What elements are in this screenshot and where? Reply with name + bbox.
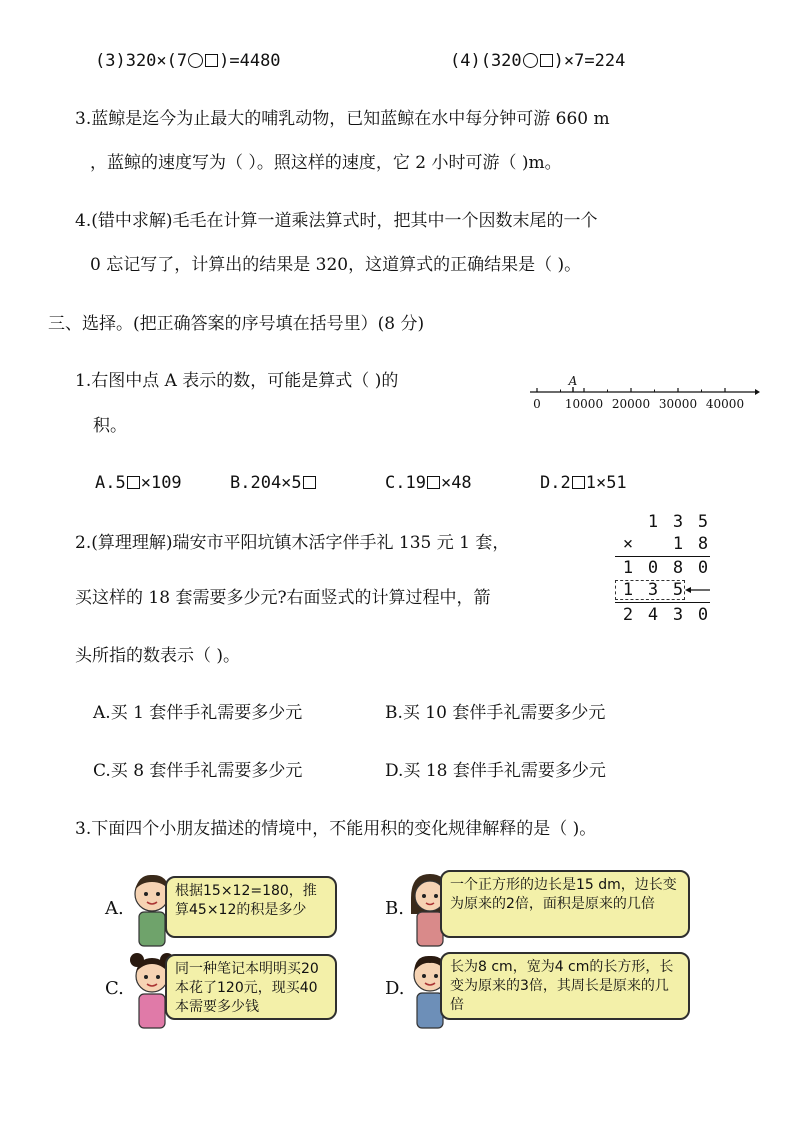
digit: 1 bbox=[622, 558, 634, 578]
card-label: C. bbox=[105, 978, 124, 999]
digit: 0 bbox=[697, 605, 709, 625]
s3-q1-line1: 1.右图中点 A 表示的数，可能是算式（ )的 bbox=[75, 371, 399, 391]
blank-box-icon bbox=[127, 476, 140, 489]
divider-line bbox=[615, 602, 710, 603]
s3-q2-line1: 2.(算理理解)瑞安市平阳坑镇木活字伴手礼 135 元 1 套， bbox=[75, 533, 510, 553]
number-line bbox=[525, 372, 760, 414]
question-3-line1: 3.蓝鲸是迄今为止最大的哺乳动物，已知蓝鲸在水中每分钟可游 660 m bbox=[75, 109, 610, 129]
s3-q1-line2: 积。 bbox=[93, 416, 127, 436]
speech-bubble: 根据15×12=180，推算45×12的积是多少 bbox=[165, 876, 337, 938]
question-4-line1: 4.(错中求解)毛毛在计算一道乘法算式时，把其中一个因数末尾的一个 bbox=[75, 211, 598, 231]
digit: 3 bbox=[672, 605, 684, 625]
speech-bubble: 同一种笔记本明明买20本花了120元，现买40本需要多少钱 bbox=[165, 954, 337, 1020]
s3-q1-option-d: D.2 1×51 bbox=[540, 473, 627, 493]
digit: 1 bbox=[672, 534, 684, 554]
s3-q1-option-b: B.204×5 bbox=[230, 472, 317, 494]
blank-box-icon bbox=[572, 476, 585, 489]
s3-q2-line2: 买这样的 18 套需要多少元?右面竖式的计算过程中，箭 bbox=[75, 588, 491, 608]
number-line-arrow bbox=[755, 389, 760, 395]
number-line-tick-label: 40000 bbox=[705, 397, 745, 411]
card-label: D. bbox=[385, 978, 405, 999]
s3-q2-line3: 头所指的数表示（ )。 bbox=[75, 646, 241, 666]
s3-q1-option-a: A.5 ×109 bbox=[95, 473, 182, 493]
blank-circle-icon bbox=[523, 53, 538, 68]
digit: 1 bbox=[622, 580, 634, 600]
s3-q2-option-c: C.买 8 套伴手礼需要多少元 bbox=[93, 761, 303, 781]
digit: 3 bbox=[672, 512, 684, 532]
number-line-tick-label: 10000 bbox=[564, 397, 604, 411]
item-3: (3)320×(7 )=4480 bbox=[95, 51, 281, 71]
digit: 0 bbox=[697, 558, 709, 578]
blank-box-icon bbox=[205, 54, 218, 67]
vertical-multiplication bbox=[615, 508, 725, 628]
s3-q2-option-a: A.买 1 套伴手礼需要多少元 bbox=[93, 703, 303, 723]
question-4-line2: 0 忘记写了，计算出的结果是 320，这道算式的正确结果是（ )。 bbox=[90, 255, 582, 275]
s3-q1-option-c: C.19 ×48 bbox=[385, 473, 472, 493]
s3-q2-option-b: B.买 10 套伴手礼需要多少元 bbox=[385, 703, 606, 723]
number-line-tick-label: 20000 bbox=[611, 397, 651, 411]
blank-box-icon bbox=[427, 476, 440, 489]
question-3-line2: ，蓝鲸的速度写为（ ）。照这样的速度，它 2 小时可游（ )m。 bbox=[90, 153, 562, 173]
card-label: A. bbox=[105, 898, 124, 919]
s3-q3-stem: 3.下面四个小朋友描述的情境中，不能用积的变化规律解释的是（ )。 bbox=[75, 819, 597, 839]
number-line-tick-label: 30000 bbox=[658, 397, 698, 411]
digit: 1 bbox=[647, 512, 659, 532]
times-sign: × bbox=[622, 534, 634, 554]
digit: 5 bbox=[697, 512, 709, 532]
point-a-label: A bbox=[568, 374, 578, 388]
speech-bubble: 一个正方形的边长是15 dm，边长变为原来的2倍，面积是原来的几倍 bbox=[440, 870, 690, 938]
digit: 0 bbox=[647, 558, 659, 578]
item-4: (4)(320 )×7=224 bbox=[450, 51, 626, 71]
speech-bubble: 长为8 cm，宽为4 cm的长方形，长变为原来的3倍，其周长是原来的几倍 bbox=[440, 952, 690, 1020]
divider-line bbox=[615, 556, 710, 557]
digit: 3 bbox=[647, 580, 659, 600]
number-line-tick-label: 0 bbox=[533, 397, 541, 411]
digit: 2 bbox=[622, 605, 634, 625]
blank-circle-icon bbox=[188, 53, 203, 68]
left-arrow-icon bbox=[685, 584, 711, 596]
card-label: B. bbox=[385, 898, 404, 919]
digit: 8 bbox=[672, 558, 684, 578]
digit: 5 bbox=[672, 580, 684, 600]
section-3-heading: 三、选择。(把正确答案的序号填在括号里）(8 分) bbox=[48, 314, 425, 334]
blank-box-icon bbox=[303, 476, 316, 489]
blank-box-icon bbox=[540, 54, 553, 67]
digit: 4 bbox=[647, 605, 659, 625]
digit: 8 bbox=[697, 534, 709, 554]
s3-q2-option-d: D.买 18 套伴手礼需要多少元 bbox=[385, 761, 606, 781]
